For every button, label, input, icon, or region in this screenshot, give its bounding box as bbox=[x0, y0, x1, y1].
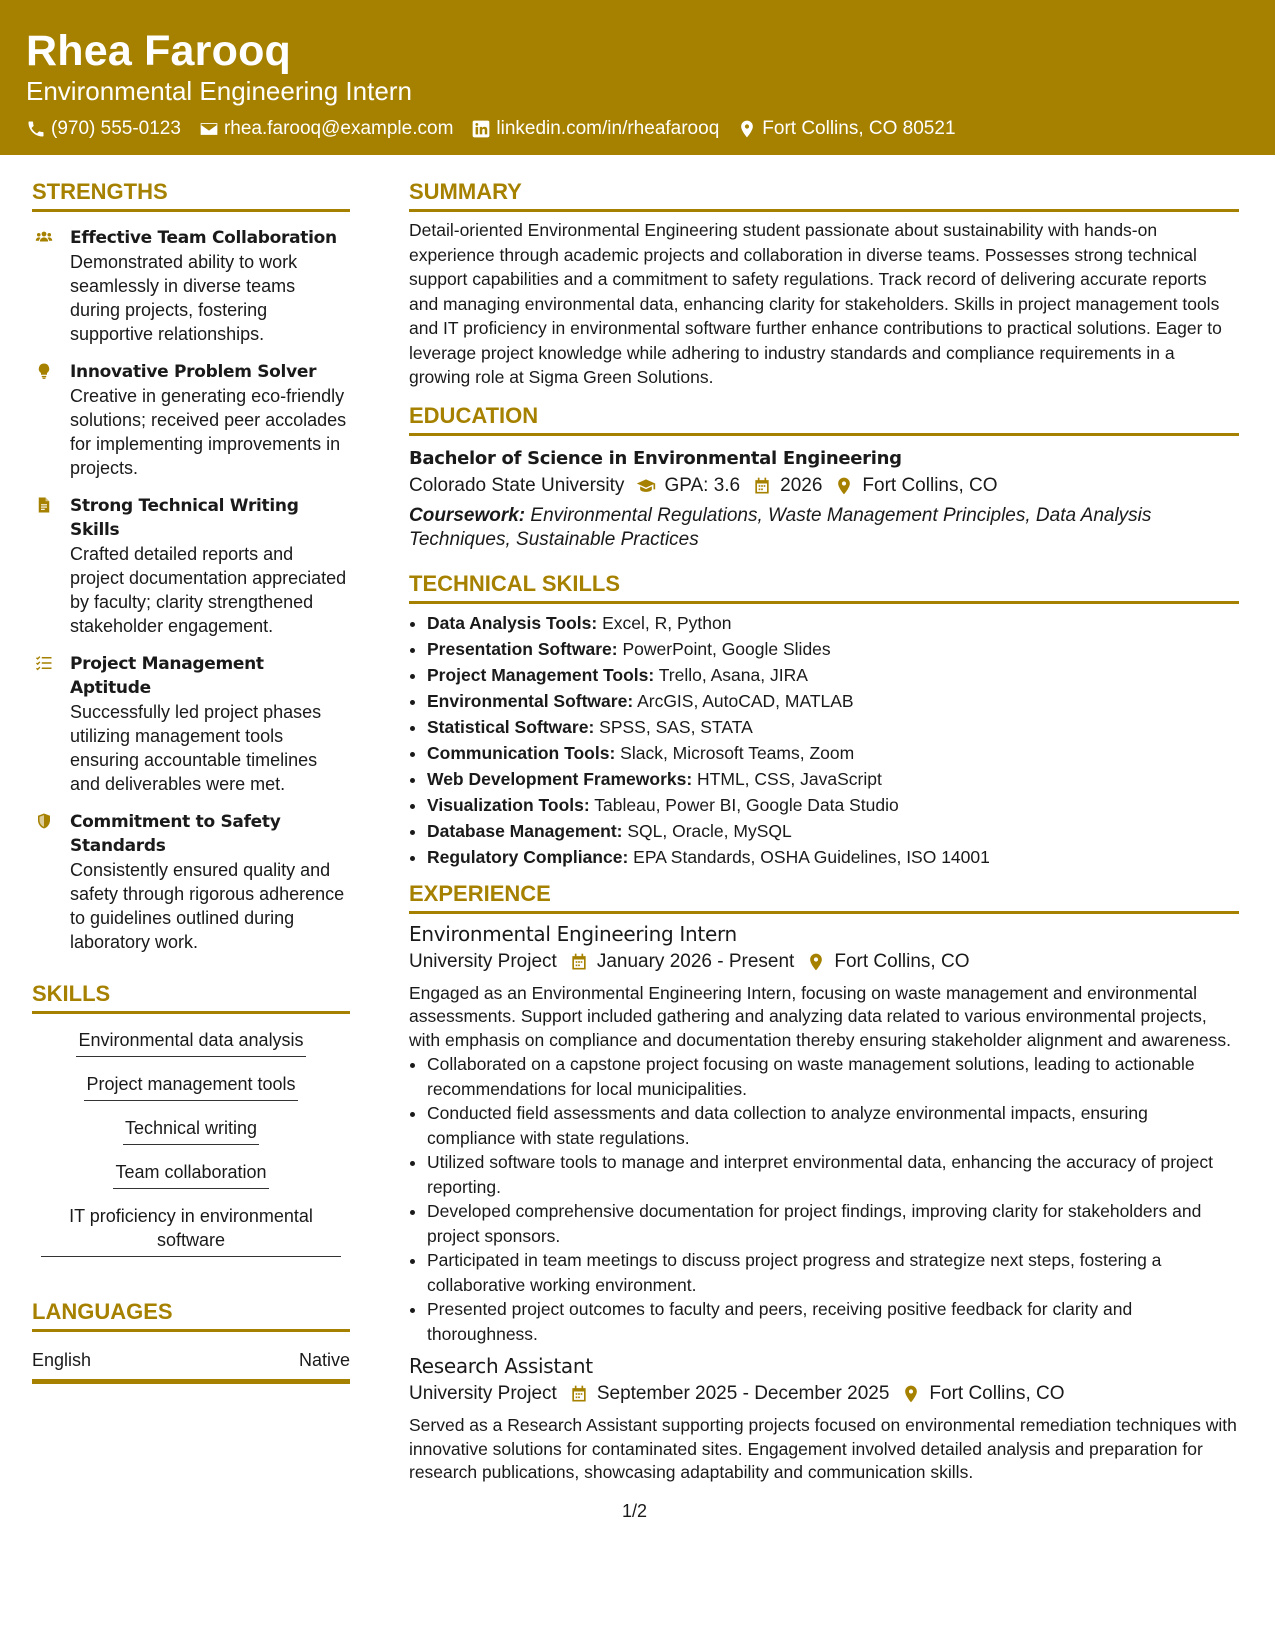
document-icon bbox=[35, 496, 53, 514]
job-title: Environmental Engineering Intern bbox=[409, 921, 737, 946]
list-item: • Data Analysis Tools: Excel, R, Python bbox=[427, 610, 1239, 636]
language-row bbox=[32, 1348, 350, 1384]
calendar-icon bbox=[752, 476, 772, 496]
list-item: • Presented project outcomes to faculty and peers, receiving positive feedback for clarity and thoroughness. bbox=[427, 1297, 1239, 1346]
resume-header bbox=[0, 0, 1275, 155]
skills-heading: SKILLS bbox=[32, 980, 350, 1014]
strengths-heading: STRENGTHS bbox=[32, 178, 350, 212]
location-pin-icon bbox=[737, 119, 757, 139]
list-item: • Statistical Software: SPSS, SAS, STATA bbox=[427, 714, 1239, 740]
job-description: Served as a Research Assistant supporting projects focused on environmental remediation techniques with innovative solutions for contaminated sites. Engagement involved detailed analysis and preparation for research publications, showcasing adaptability and communication skills. bbox=[409, 1415, 1237, 1482]
graduation-year: 2026 bbox=[780, 474, 823, 496]
left-column bbox=[32, 178, 350, 1384]
job-entry bbox=[409, 1352, 1239, 1485]
job-bullets bbox=[409, 1052, 1239, 1346]
experience-heading: EXPERIENCE bbox=[409, 880, 1239, 914]
strength-title: Innovative Problem Solver bbox=[70, 362, 317, 382]
candidate-name: Rhea Farooq bbox=[26, 27, 292, 75]
skill-tag: Project management tools bbox=[84, 1072, 297, 1101]
job-org: University Project bbox=[409, 950, 557, 972]
summary-heading: SUMMARY bbox=[409, 178, 1239, 212]
contact-email[interactable] bbox=[199, 116, 453, 142]
skill-tag: Team collaboration bbox=[113, 1160, 268, 1189]
strength-item bbox=[32, 360, 350, 480]
strength-description: Consistently ensured quality and safety through rigorous adherence to guidelines outlined during laboratory work. bbox=[70, 860, 345, 952]
phone-icon bbox=[26, 119, 46, 139]
school-location: Fort Collins, CO bbox=[862, 474, 998, 496]
degree-title: Bachelor of Science in Environmental Engineering bbox=[409, 447, 902, 469]
technical-skills-heading: TECHNICAL SKILLS bbox=[409, 570, 1239, 604]
job-dates: January 2026 - Present bbox=[596, 950, 795, 972]
list-item: • Visualization Tools: Tableau, Power BI, Google Data Studio bbox=[427, 792, 1239, 818]
checklist-icon bbox=[35, 654, 53, 672]
contact-text: rhea.farooq@example.com bbox=[223, 118, 454, 139]
strength-item bbox=[32, 810, 350, 954]
strength-item bbox=[32, 226, 350, 346]
right-column bbox=[409, 178, 1239, 1485]
lightbulb-icon bbox=[35, 362, 53, 380]
skill-tag: Environmental data analysis bbox=[76, 1028, 305, 1057]
page-number: 1/2 bbox=[622, 1501, 648, 1521]
calendar-icon bbox=[569, 1384, 589, 1404]
skills-list bbox=[32, 1028, 350, 1272]
strength-item bbox=[32, 652, 350, 796]
job-location: Fort Collins, CO bbox=[929, 1383, 1065, 1404]
list-item: • Conducted field assessments and data collection to analyze environmental impacts, ensuring compliance with state regulations. bbox=[427, 1101, 1239, 1150]
list-item: • Presentation Software: PowerPoint, Google Slides bbox=[427, 636, 1239, 662]
job-dates: September 2025 - December 2025 bbox=[596, 1383, 890, 1404]
strength-description: Crafted detailed reports and project documentation appreciated by faculty; clarity strengthened stakeholder engagement. bbox=[70, 544, 347, 636]
strength-title: Commitment to Safety Standards bbox=[70, 812, 281, 856]
candidate-title: Environmental Engineering Intern bbox=[26, 76, 412, 106]
job-meta bbox=[409, 948, 1239, 976]
list-item: • Project Management Tools: Trello, Asana, JIRA bbox=[427, 662, 1239, 688]
education-heading: EDUCATION bbox=[409, 402, 1239, 436]
skill-tag: Technical writing bbox=[123, 1116, 259, 1145]
list-item: • Utilized software tools to manage and interpret environmental data, enhancing the accuracy of project reporting. bbox=[427, 1150, 1239, 1199]
languages-heading: LANGUAGES bbox=[32, 1298, 350, 1332]
list-item: • Database Management: SQL, Oracle, MySQL bbox=[427, 818, 1239, 844]
linkedin-icon bbox=[471, 119, 491, 139]
list-item: • Developed comprehensive documentation for project findings, improving clarity for stakeholders and project sponsors. bbox=[427, 1199, 1239, 1248]
location-pin-icon bbox=[901, 1384, 921, 1404]
contact-location bbox=[737, 116, 955, 142]
shield-icon bbox=[35, 812, 53, 830]
strength-description: Creative in generating eco-friendly solutions; received peer accolades for implementing improvements in projects. bbox=[70, 386, 347, 478]
list-item: • Environmental Software: ArcGIS, AutoCAD, MATLAB bbox=[427, 688, 1239, 714]
strength-title: Effective Team Collaboration bbox=[70, 228, 337, 248]
coursework-list: Environmental Regulations, Waste Management Principles, Data Analysis Techniques, Sustainable Practices bbox=[409, 504, 1152, 550]
graduation-cap-icon bbox=[636, 476, 656, 496]
contact-text: linkedin.com/in/rheafarooq bbox=[496, 118, 720, 139]
users-icon bbox=[35, 228, 53, 246]
strength-description: Demonstrated ability to work seamlessly in diverse teams during projects, fostering supportive relationships. bbox=[70, 252, 298, 344]
contact-phone[interactable] bbox=[26, 116, 181, 142]
contact-row bbox=[26, 116, 956, 142]
list-item: • Participated in team meetings to discuss project progress and strategize next steps, fostering a collaborative working environment. bbox=[427, 1248, 1239, 1297]
strength-title: Project Management Aptitude bbox=[70, 654, 264, 698]
list-item: • Regulatory Compliance: EPA Standards, OSHA Guidelines, ISO 14001 bbox=[427, 844, 1239, 870]
summary-text: Detail-oriented Environmental Engineering student passionate about sustainability with hands-on experience through academic projects and collaboration in diverse teams. Possesses strong technical support capabilities and a commitment to safety regulations. Track record of delivering accurate reports and managing environmental data, enhancing clarity for stakeholders. Skills in project management tools and IT proficiency in environmental software further enhance contributions to practical solutions. Eager to leverage project knowledge while adhering to industry standards and compliance requirements in a growing role at Sigma Green Solutions. bbox=[409, 220, 1222, 387]
language-name: English bbox=[32, 1350, 92, 1370]
gpa: GPA: 3.6 bbox=[664, 474, 741, 496]
education-meta bbox=[409, 472, 1239, 500]
location-pin-icon bbox=[834, 476, 854, 496]
list-item: • Communication Tools: Slack, Microsoft Teams, Zoom bbox=[427, 740, 1239, 766]
job-description: Engaged as an Environmental Engineering Intern, focusing on waste management and environmental assessments. Support included gathering and analyzing data related to various environmental projects, with emphasis on compliance and documentation thereby ensuring stakeholder alignment and awareness. bbox=[409, 982, 1232, 1050]
contact-text: (970) 555-0123 bbox=[51, 118, 181, 139]
job-location: Fort Collins, CO bbox=[834, 950, 970, 972]
calendar-icon bbox=[569, 952, 589, 972]
technical-skills-list bbox=[409, 610, 1239, 870]
job-meta bbox=[409, 1380, 1239, 1408]
coursework bbox=[409, 504, 1239, 552]
strength-description: Successfully led project phases utilizing management tools ensuring accountable timelines and deliverables were met. bbox=[70, 702, 322, 794]
language-level: Native bbox=[298, 1350, 350, 1370]
job-entry bbox=[409, 920, 1239, 1347]
contact-text: Fort Collins, CO 80521 bbox=[762, 118, 956, 139]
job-title: Research Assistant bbox=[409, 1354, 593, 1378]
list-item: • Collaborated on a capstone project focusing on waste management solutions, leading to actionable recommendations for local municipalities. bbox=[427, 1052, 1239, 1101]
strength-title: Strong Technical Writing Skills bbox=[70, 496, 299, 540]
list-item: • Web Development Frameworks: HTML, CSS, JavaScript bbox=[427, 766, 1239, 792]
skill-tag: IT proficiency in environmental software bbox=[41, 1204, 341, 1257]
job-org: University Project bbox=[409, 1383, 557, 1404]
strength-item bbox=[32, 494, 350, 638]
coursework-label: Coursework: bbox=[409, 504, 526, 526]
contact-linkedin[interactable] bbox=[471, 116, 719, 142]
location-pin-icon bbox=[806, 952, 826, 972]
school-name: Colorado State University bbox=[409, 474, 625, 496]
envelope-icon bbox=[199, 119, 219, 139]
